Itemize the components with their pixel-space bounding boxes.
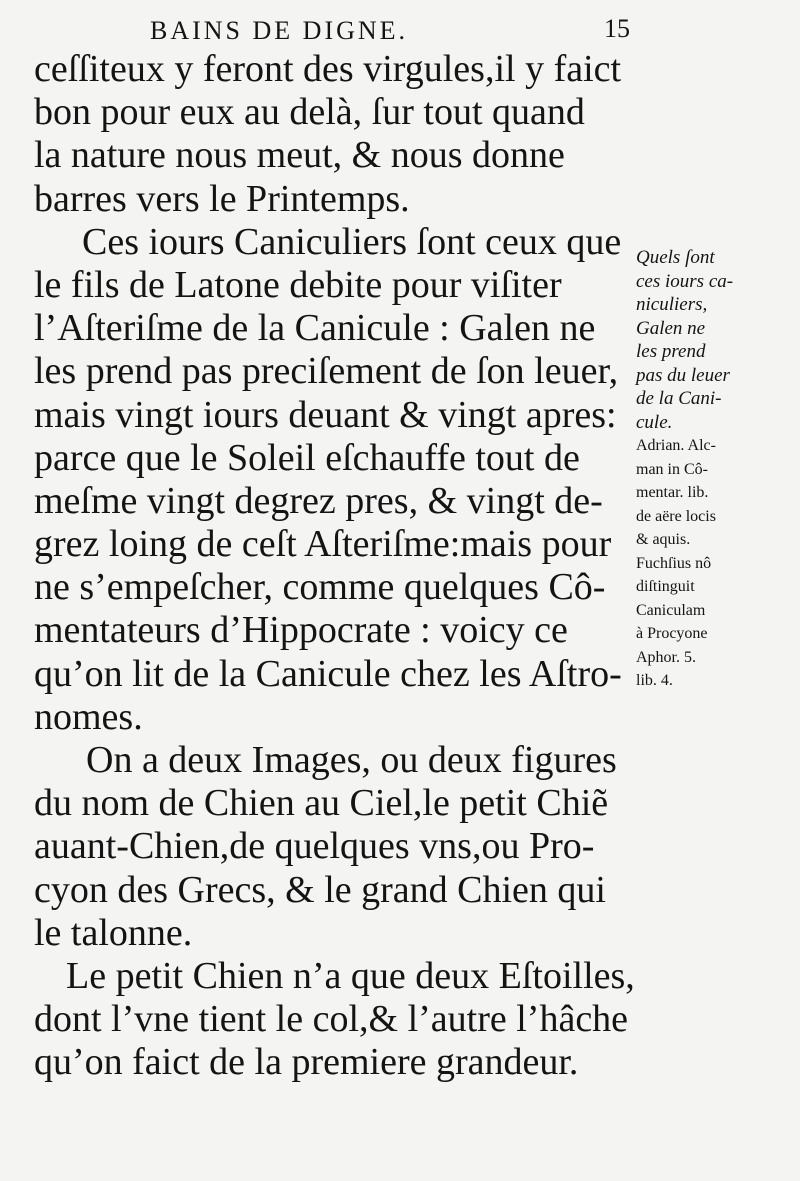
text-line: cyon des Grecs, & le grand Chien qui [34, 868, 606, 911]
margin-note-line: Quels ſont [636, 247, 715, 268]
margin-note-line: les prend [636, 341, 706, 362]
margin-note-line: man in Cô- [636, 460, 708, 478]
margin-note-line: pas du leuer [636, 364, 730, 386]
margin-note-line: cule. [636, 411, 673, 433]
text-line: bon pour eux au delà, ſur tout quand [34, 91, 585, 134]
text-line: ceſſiteux y feront des virgules,il y faict [34, 48, 622, 90]
text-line: parce que le Soleil eſchauffe tout de [34, 436, 580, 479]
paragraph-start-line: Ces iours Caniculiers ſont ceux que [82, 220, 622, 263]
paragraph-start-line: Le petit Chien n’a que deux Eſtoilles, [66, 954, 635, 997]
margin-note-line: ces iours ca- [636, 270, 734, 292]
text-line: la nature nous meut, & nous donne [34, 134, 565, 177]
margin-note-line: Fuchſius nô [636, 554, 712, 572]
margin-note-line: & aquis. [636, 531, 691, 548]
text-line: l’Aſteriſme de la Canicule : Galen ne [34, 307, 596, 350]
page-header [150, 12, 630, 52]
margin-note-line: Aphor. 5. [636, 648, 696, 666]
text-line: auant-Chien,de quelques vns,ou Pro- [34, 825, 595, 868]
margin-note-line: de la Cani- [636, 388, 722, 409]
margin-note-line: Caniculam [636, 601, 706, 619]
page-number: 15 [604, 14, 630, 43]
margin-note-line: à Procyone [636, 625, 708, 642]
text-line: barres vers le Printemps. [34, 177, 410, 220]
text-line: du nom de Chien au Ciel,le petit Chiẽ [34, 782, 609, 825]
margin-note-line: Galen ne [636, 317, 706, 339]
text-line: dont l’vne tient le col,& l’autre l’hâche [34, 998, 629, 1041]
text-line: ne s’empeſcher, comme quelques Cô- [34, 566, 606, 609]
main-text-column [34, 48, 634, 1085]
text-line: meſme vingt degrez pres, & vingt de- [34, 479, 603, 522]
margin-note-line: diſtinguit [636, 578, 695, 595]
margin-note-line: niculiers, [636, 294, 708, 315]
paragraph-start-line: On a deux Images, ou deux figures [86, 739, 617, 781]
text-line: mais vingt iours deuant & vingt apres: [34, 393, 617, 436]
text-line: le fils de Latone debite pour viſiter [34, 263, 562, 306]
running-title: BAINS DE DIGNE. [150, 16, 409, 45]
margin-note-line: Adrian. Alc- [636, 437, 716, 454]
text-line: nomes. [34, 695, 143, 738]
margin-note-line: de aëre locis [636, 507, 716, 525]
text-line: qu’on lit de la Canicule chez les Aſtro- [34, 652, 622, 695]
text-line: grez loing de ceſt Aſteriſme:mais pour [34, 523, 612, 566]
text-line: qu’on faict de la premiere grandeur. [34, 1041, 579, 1084]
text-line: mentateurs d’Hippocrate : voicy ce [34, 609, 568, 652]
text-line: le talonne. [34, 911, 193, 954]
margin-note-line: mentar. lib. [636, 484, 709, 501]
text-line: les prend pas preciſement de ſon leuer, [34, 350, 619, 393]
margin-notes [636, 246, 796, 693]
margin-note-line: lib. 4. [636, 672, 673, 689]
